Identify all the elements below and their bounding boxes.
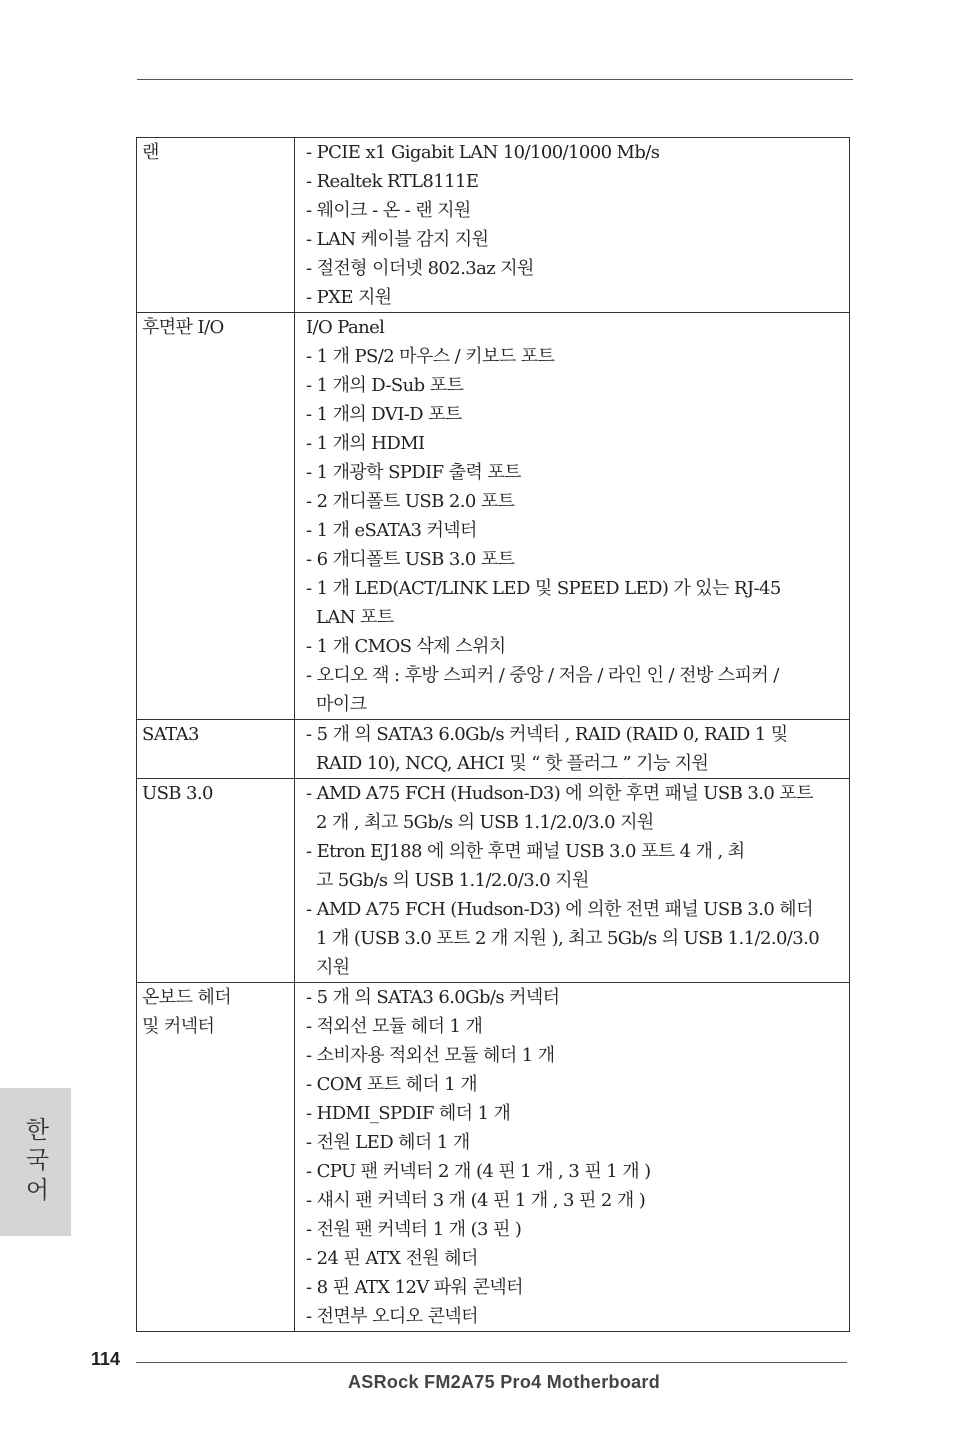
spec-line: - 1 개의 D-Sub 포트 <box>306 375 464 396</box>
spec-line: - 절전형 이더넷 802.3az 지원 <box>306 258 534 279</box>
spec-line: - 1 개 LED(ACT/LINK LED 및 SPEED LED) 가 있는 RJ-45 <box>306 578 781 599</box>
spec-line: 고 5Gb/s 의 USB 1.1/2.0/3.0 지원 <box>316 870 589 891</box>
spec-row <box>137 138 850 313</box>
spec-line: - 5 개 의 SATA3 6.0Gb/s 커넥터 , RAID (RAID 0, RAID 1 및 <box>306 724 788 745</box>
footer-title: ASRock FM2A75 Pro4 Motherboard <box>347 1372 661 1392</box>
spec-label-cell <box>137 720 295 779</box>
spec-line: - 8 핀 ATX 12V 파워 콘넥터 <box>306 1277 523 1298</box>
bottom-rule <box>136 1362 847 1363</box>
spec-label: SATA3 <box>142 724 199 745</box>
spec-value-cell <box>295 720 850 779</box>
spec-line: - Realtek RTL8111E <box>306 171 479 192</box>
spec-line: - 소비자용 적외선 모듈 헤더 1 개 <box>306 1045 555 1066</box>
spec-label: 온보드 헤더 <box>142 987 232 1008</box>
spec-line: - Etron EJ188 에 의한 후면 패널 USB 3.0 포트 4 개 , 최 <box>306 841 745 862</box>
spec-line: - 적외선 모듈 헤더 1 개 <box>306 1016 483 1037</box>
page-number: 114 <box>91 1349 121 1369</box>
spec-line: - HDMI_SPDIF 헤더 1 개 <box>306 1103 511 1124</box>
spec-line: - 2 개디폴트 USB 2.0 포트 <box>306 491 515 512</box>
spec-value-cell <box>295 138 850 313</box>
spec-row <box>137 313 850 720</box>
spec-line: - 1 개광학 SPDIF 출력 포트 <box>306 462 521 483</box>
spec-line: - COM 포트 헤더 1 개 <box>306 1074 478 1095</box>
spec-line: LAN 포트 <box>316 607 394 628</box>
spec-label-cell <box>137 779 295 983</box>
spec-row <box>137 983 850 1332</box>
spec-line: - 1 개 CMOS 삭제 스위치 <box>306 636 506 657</box>
spec-label: 후면판 I/O <box>142 317 224 338</box>
spec-line: - 섀시 팬 커넥터 3 개 (4 핀 1 개 , 3 핀 2 개 ) <box>306 1190 646 1211</box>
spec-row <box>137 720 850 779</box>
spec-line: 마이크 <box>316 694 367 715</box>
spec-table <box>136 137 850 1332</box>
language-label: 한국어 <box>21 1117 49 1207</box>
spec-line: - 전원 팬 커넥터 1 개 (3 핀 ) <box>306 1219 522 1240</box>
spec-line: RAID 10), NCQ, AHCI 및 “ 핫 플러그 ” 기능 지원 <box>316 753 709 774</box>
spec-line: 2 개 , 최고 5Gb/s 의 USB 1.1/2.0/3.0 지원 <box>316 812 654 833</box>
spec-label-cell <box>137 983 295 1332</box>
spec-line: - 6 개디폴트 USB 3.0 포트 <box>306 549 515 570</box>
spec-line: I/O Panel <box>306 317 385 338</box>
spec-line: - 1 개 eSATA3 커넥터 <box>306 520 477 541</box>
spec-label: USB 3.0 <box>142 783 213 804</box>
spec-label: 및 커넥터 <box>142 1016 215 1037</box>
spec-line: - 5 개 의 SATA3 6.0Gb/s 커넥터 <box>306 987 560 1008</box>
spec-value-cell <box>295 779 850 983</box>
spec-value-cell <box>295 983 850 1332</box>
spec-line: - CPU 팬 커넥터 2 개 (4 핀 1 개 , 3 핀 1 개 ) <box>306 1161 651 1182</box>
language-side-tab <box>0 1088 71 1236</box>
spec-line: - 전면부 오디오 콘넥터 <box>306 1306 478 1327</box>
spec-row <box>137 779 850 983</box>
spec-line: - 웨이크 - 온 - 랜 지원 <box>306 200 471 221</box>
spec-line: - 1 개의 DVI-D 포트 <box>306 404 462 425</box>
spec-line: - 1 개 PS/2 마우스 / 키보드 포트 <box>306 346 555 367</box>
spec-line: - 오디오 잭 : 후방 스피커 / 중앙 / 저음 / 라인 인 / 전방 스피커 / <box>306 665 779 686</box>
spec-line: - 전원 LED 헤더 1 개 <box>306 1132 470 1153</box>
spec-line: - PXE 지원 <box>306 287 392 308</box>
spec-line: - 24 핀 ATX 전원 헤더 <box>306 1248 478 1269</box>
spec-label: 랜 <box>142 142 159 163</box>
spec-line: - AMD A75 FCH (Hudson-D3) 에 의한 후면 패널 USB 3.0 포트 <box>306 783 813 804</box>
spec-value-cell <box>295 313 850 720</box>
spec-label-cell <box>137 313 295 720</box>
spec-line: 지원 <box>316 957 350 978</box>
spec-line: 1 개 (USB 3.0 포트 2 개 지원 ), 최고 5Gb/s 의 USB 1.1/2.0/3.0 <box>316 928 820 949</box>
spec-line: - 1 개의 HDMI <box>306 433 425 454</box>
spec-line: - PCIE x1 Gigabit LAN 10/100/1000 Mb/s <box>306 142 660 163</box>
spec-line: - AMD A75 FCH (Hudson-D3) 에 의한 전면 패널 USB 3.0 헤더 <box>306 899 813 920</box>
top-rule <box>137 79 853 80</box>
spec-line: - LAN 케이블 감지 지원 <box>306 229 489 250</box>
spec-label-cell <box>137 138 295 313</box>
